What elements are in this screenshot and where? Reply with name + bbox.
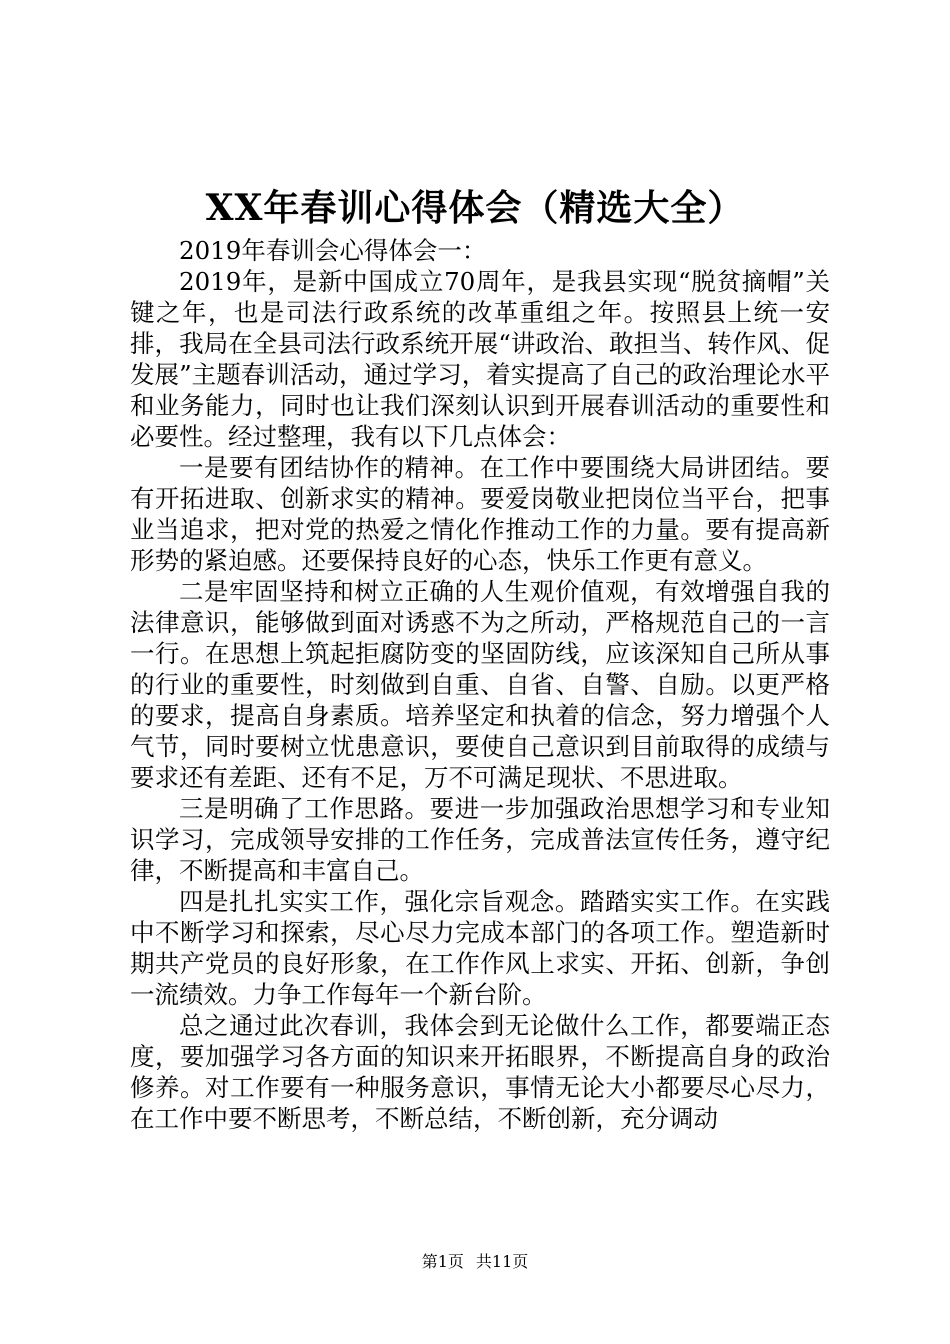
paragraph-intro: 2019年，是新中国成立70周年，是我县实现“脱贫摘帽”关键之年，也是司法行政系统的改革重组之年。按照县上统一安排，我局在全县司法行政系统开展“讲政治、敢担当、转作风、促发展”主题春训活动，通过学习，着实提高了自己的政治理论水平和业务能力，同时也让我们深刻认识到开展春训活动的重要性和必要性。经过整理，我有以下几点体会：	[130, 267, 830, 451]
paragraph-point-1: 一是要有团结协作的精神。在工作中要围绕大局讲团结。要有开拓进取、创新求实的精神。要爱岗敬业把岗位当平台，把事业当追求，把对党的热爱之情化作推动工作的力量。要有提高新形势的紧迫感。还要保持良好的心态，快乐工作更有意义。	[130, 453, 830, 575]
paragraph-section-heading: 2019年春训会心得体会一：	[179, 236, 487, 265]
page-footer	[0, 1250, 950, 1274]
paragraph-summary: 总之通过此次春训，我体会到无论做什么工作，都要端正态度，要加强学习各方面的知识来开拓眼界，不断提高自身的政治修养。对工作要有一种服务意识，事情无论大小都要尽心尽力，在工作中要不断思考，不断总结，不断创新，充分调动	[130, 1011, 830, 1133]
document-body	[130, 235, 830, 1134]
page-title: XX年春训心得体会（精选大全）	[205, 187, 745, 229]
paragraph-point-2: 二是牢固坚持和树立正确的人生观价值观，有效增强自我的法律意识，能够做到面对诱惑不为之所动，严格规范自己的一言一行。在思想上筑起拒腐防变的坚固防线，应该深知自己所从事的行业的重要性，时刻做到自重、自省、自警、自励。以更严格的要求，提高自身素质。培养坚定和执着的信念，努力增强个人气节，同时要树立忧患意识，要使自己意识到目前取得的成绩与要求还有差距、还有不足，万不可满足现状、不思进取。	[130, 577, 830, 792]
paragraph-point-3: 三是明确了工作思路。要进一步加强政治思想学习和专业知识学习，完成领导安排的工作任务，完成普法宣传任务，遵守纪律，不断提高和丰富自己。	[130, 794, 830, 885]
page-number-total: 共11页	[475, 1252, 529, 1271]
paragraph-point-4: 四是扎扎实实工作，强化宗旨观念。踏踏实实工作。在实践中不断学习和探索，尽心尽力完成本部门的各项工作。塑造新时期共产党员的良好形象，在工作作风上求实、开拓、创新，争创一流绩效。力争工作每年一个新台阶。	[130, 887, 830, 1009]
page-number-current: 第1页	[421, 1252, 464, 1271]
